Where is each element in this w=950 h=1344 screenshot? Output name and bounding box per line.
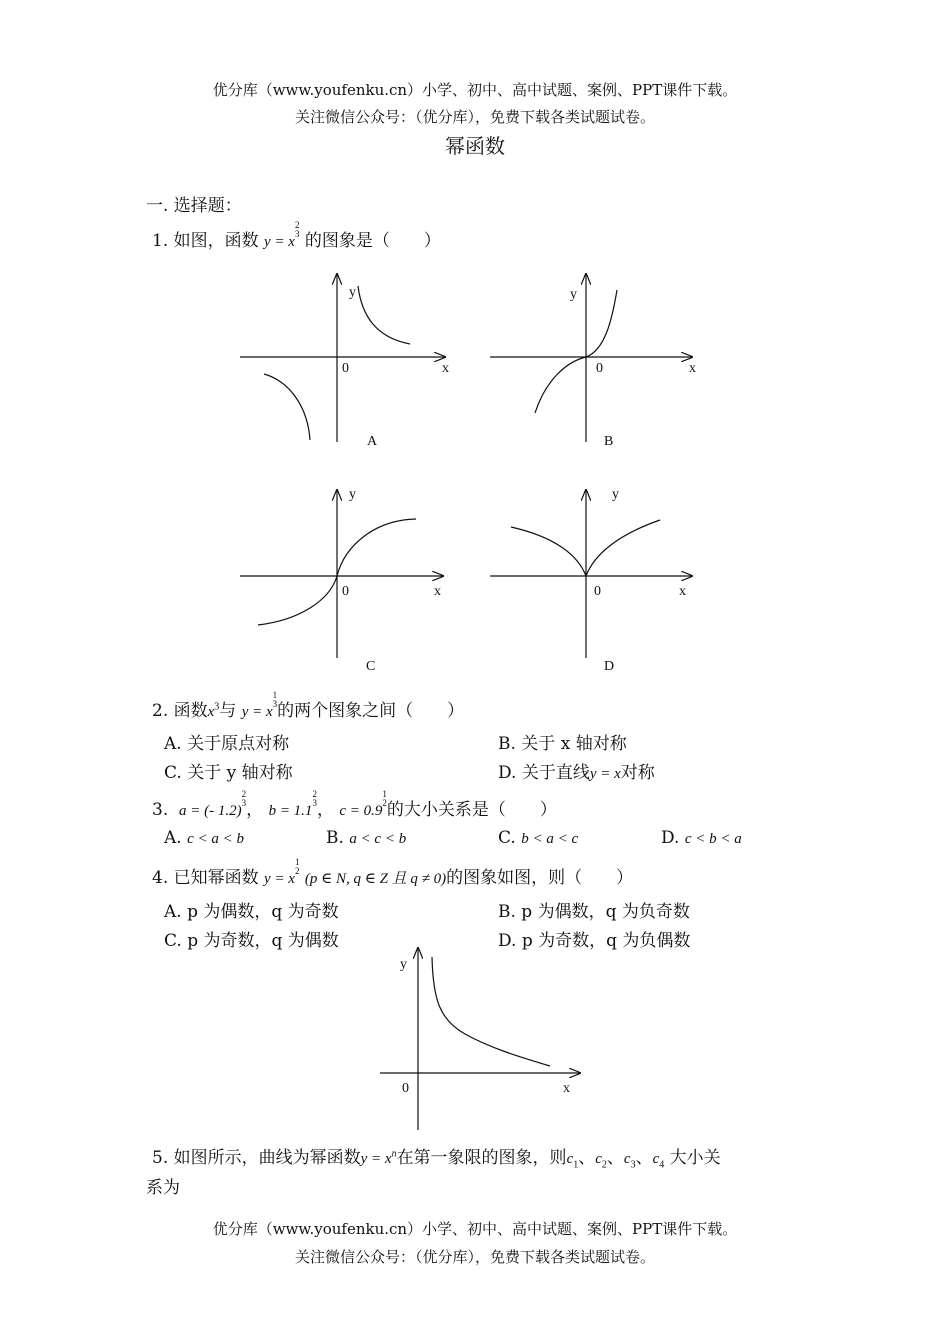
q2-prefix: 2. 函数 bbox=[152, 701, 208, 721]
graph-a-curve-left bbox=[264, 374, 310, 440]
q2-option-a[interactable]: A. 关于原点对称 bbox=[164, 734, 290, 754]
graph-b-origin: 0 bbox=[596, 361, 603, 376]
q4-suffix: 的图象如图，则（ ） bbox=[446, 868, 634, 888]
q4-option-b[interactable]: B. p 为偶数，q 为负奇数 bbox=[498, 902, 690, 922]
q1-exponent: 2 3 bbox=[294, 220, 300, 239]
graph-b-curve bbox=[535, 290, 617, 413]
q3-a: a = (- 1.2) bbox=[179, 803, 242, 819]
graph-c bbox=[240, 487, 443, 674]
graph-a-curve-right bbox=[358, 286, 410, 344]
q4-condition: (p ∈ N, q ∈ Z 且 q ≠ 0) bbox=[304, 871, 447, 887]
q2-option-d[interactable]: D. 关于直线y = x对称 bbox=[498, 763, 655, 783]
q1-prefix: 1. 如图，函数 bbox=[152, 231, 259, 251]
graph-a-y-label: y bbox=[349, 285, 356, 300]
graph-b bbox=[490, 274, 696, 449]
footer-line-2: 关注微信公众号：（优分库），免费下载各类试题试卷。 bbox=[294, 1248, 655, 1266]
q4-curve bbox=[432, 957, 550, 1066]
q5-line-2: 系为 bbox=[146, 1178, 180, 1198]
footer-line-1: 优分库（www.youfenku.cn）小学、初中、高中试题、案例、PPT课件下载。 bbox=[212, 1220, 738, 1238]
question-3: 3. a = (- 1.2) 2 3 ， b = 1.1 2 3 ， c = 0.9 1 2 的大小关系是（ ） bbox=[152, 789, 557, 820]
graph-d-label: D bbox=[604, 659, 615, 674]
graph-b-label: B bbox=[604, 434, 614, 449]
q3-option-c[interactable]: C. b < a < c bbox=[498, 828, 579, 848]
graph-b-y-label: y bbox=[570, 287, 577, 302]
q4-x-label: x bbox=[563, 1081, 570, 1096]
q2-suffix: 的两个图象之间（ ） bbox=[277, 701, 465, 721]
section-heading: 一. 选择题： bbox=[146, 196, 242, 216]
q3-option-b[interactable]: B. a < c < b bbox=[326, 828, 407, 848]
graph-b-x-label: x bbox=[689, 361, 696, 376]
q3-c: c = 0.9 bbox=[339, 803, 383, 819]
graph-d-origin: 0 bbox=[594, 584, 601, 599]
q5-tail: 大小关 bbox=[669, 1148, 721, 1168]
q4-prefix: 4. 已知幂函数 bbox=[152, 868, 259, 888]
q3-option-d[interactable]: D. c < b < a bbox=[661, 828, 742, 848]
graph-c-label: C bbox=[366, 659, 376, 674]
q5-prefix: 5. 如图所示，曲线为幂函数 bbox=[152, 1148, 361, 1168]
q2-option-b[interactable]: B. 关于 x 轴对称 bbox=[498, 734, 627, 754]
q2-mid: 与 bbox=[219, 701, 237, 721]
graph-d-y-label: y bbox=[612, 487, 619, 502]
q5-formula: y = x bbox=[360, 1151, 392, 1167]
q1-suffix: 的图象是（ ） bbox=[304, 231, 441, 251]
q2-f1-exp: 3 bbox=[214, 701, 220, 713]
q3-prefix: 3. bbox=[152, 800, 169, 820]
q3-b-exp: 2 3 bbox=[312, 789, 317, 808]
graph-c-y-label: y bbox=[349, 487, 356, 502]
q4-exponent: 1 2 bbox=[294, 857, 300, 876]
q4-graph bbox=[0, 940, 950, 1140]
graph-c-x-label: x bbox=[434, 584, 441, 599]
q1-formula: y = x bbox=[264, 234, 295, 250]
header-line-2: 关注微信公众号：（优分库），免费下载各类试题试卷。 bbox=[294, 108, 655, 126]
q4-option-c[interactable]: C. p 为奇数，q 为偶数 bbox=[164, 931, 339, 951]
question-2 bbox=[152, 691, 464, 721]
q3-a-exp: 2 3 bbox=[241, 789, 247, 808]
question-4 bbox=[152, 858, 633, 888]
q3-b: b = 1.1 bbox=[268, 803, 313, 819]
graph-d bbox=[490, 487, 692, 674]
graph-c-origin: 0 bbox=[342, 584, 349, 599]
q2-f2: y = x bbox=[241, 704, 273, 720]
page-title: 幂函数 bbox=[445, 134, 505, 158]
q2-f1: x bbox=[207, 704, 215, 720]
question-5: 5. 如图所示，曲线为幂函数$y = x^n$在第一象限的图象，则$c_1$、$c_2$、$c_3$、$c_4$ 大小关 bbox=[152, 1148, 721, 1171]
q4-y-label: y bbox=[400, 957, 407, 972]
q4-option-a[interactable]: A. p 为偶数，q 为奇数 bbox=[164, 902, 339, 922]
graph-d-x-label: x bbox=[679, 584, 686, 599]
q2-option-c[interactable]: C. 关于 y 轴对称 bbox=[164, 763, 293, 783]
graph-a-origin: 0 bbox=[342, 361, 349, 376]
q5-mid: 在第一象限的图象，则 bbox=[396, 1148, 567, 1168]
q4-option-d[interactable]: D. p 为奇数，q 为负偶数 bbox=[498, 931, 691, 951]
q4-formula: y = x bbox=[264, 871, 295, 887]
q3-c-exp: 1 2 bbox=[382, 789, 387, 808]
q4-origin: 0 bbox=[402, 1081, 409, 1096]
q3-suffix: 的大小关系是（ ） bbox=[386, 800, 557, 820]
graph-a-label: A bbox=[367, 434, 378, 449]
q2-exponent: 1 3 bbox=[272, 690, 278, 709]
graph-a bbox=[240, 274, 449, 449]
q3-option-a[interactable]: A. c < a < b bbox=[164, 828, 244, 848]
graph-a-x-label: x bbox=[442, 361, 449, 376]
header-line-1: 优分库（www.youfenku.cn）小学、初中、高中试题、案例、PPT课件下载。 bbox=[212, 81, 738, 99]
